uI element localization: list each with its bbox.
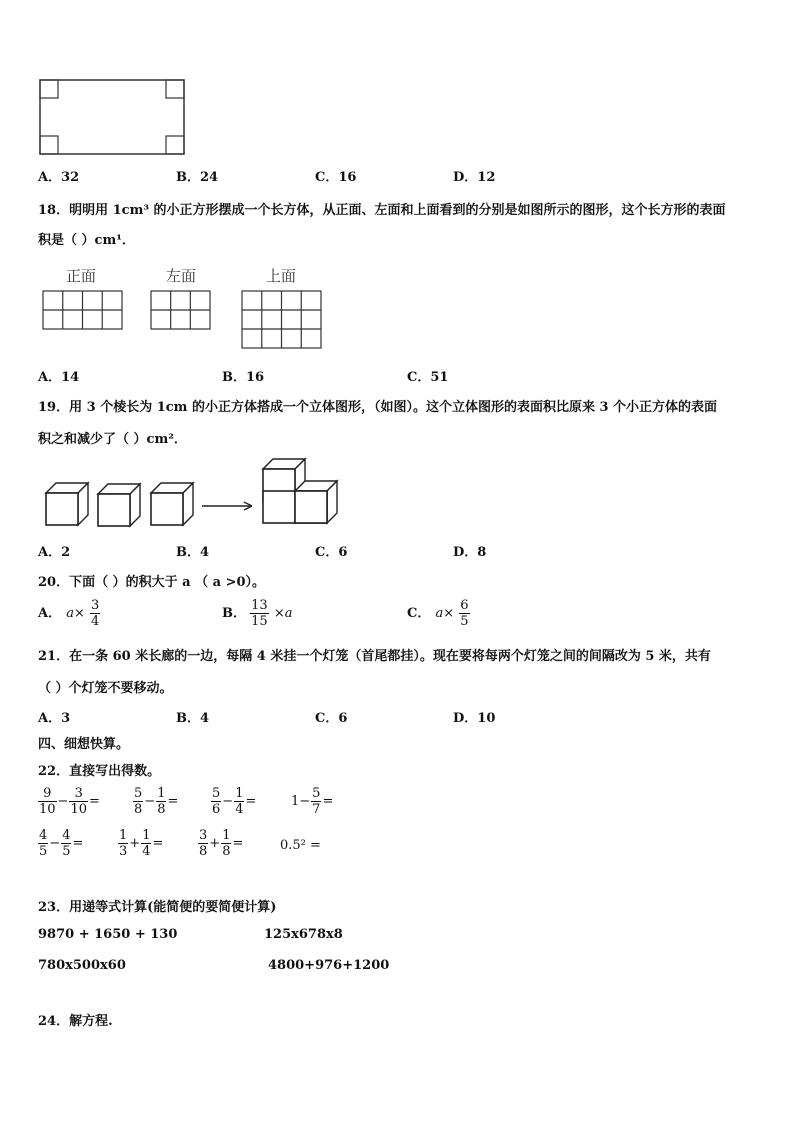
q18-left-view-label: 左面 — [166, 267, 197, 285]
q19-stem-line2: 积之和减少了（ ）cm²． — [38, 432, 187, 447]
q18-left-view-grid — [150, 290, 212, 332]
q20-option-c-fraction: $\frac{6}{5}$ — [460, 598, 469, 629]
q20-option-a: A． a× $\frac{3}{4}$ — [38, 598, 100, 629]
q19-option-d: D．8 — [453, 545, 487, 560]
q17-option-a: A．32 — [38, 170, 80, 185]
q22-item-5: $\frac{4}{5}$ − $\frac{4}{5}$ = — [39, 828, 84, 859]
section-heading: 四、细想快算。 — [38, 737, 130, 752]
q18-front-view-label: 正面 — [66, 267, 97, 285]
q23-stem: 23．用递等式计算(能简便的要简便计算) — [38, 900, 277, 915]
q18-front-view-grid — [42, 290, 124, 332]
q20-option-c: C． a× $\frac{6}{5}$ — [407, 598, 469, 629]
q20-option-a-fraction: $\frac{3}{4}$ — [91, 598, 100, 629]
q17-option-c: C．16 — [315, 170, 357, 185]
q17-rectangle-figure — [38, 78, 188, 158]
q18-option-b: B．16 — [222, 370, 265, 385]
q24-stem: 24．解方程. — [38, 1014, 113, 1029]
q19-option-c: C．6 — [315, 545, 348, 560]
q17-option-d: D．12 — [453, 170, 496, 185]
q21-option-b: B．4 — [176, 711, 210, 726]
q22-stem: 22．直接写出得数。 — [38, 764, 161, 779]
q19-stem-line1: 19．用 3 个棱长为 1cm 的小正方体搭成一个立体图形，（如图）。这个立体图形的表面积比原来 3 个小正方体的表面 — [38, 400, 718, 415]
q23-expr-1: 9870 + 1650 + 130 — [38, 927, 178, 942]
q18-option-c: C．51 — [407, 370, 449, 385]
q22-item-1: $\frac{9}{10}$ − $\frac{3}{10}$ = — [39, 786, 100, 817]
q19-option-b: B．4 — [176, 545, 210, 560]
q18-top-view-grid — [241, 290, 323, 350]
q20-stem: 20．下面（ ）的积大于 a （ a >0）。 — [38, 575, 266, 590]
q23-expr-4: 4800+976+1200 — [268, 958, 390, 973]
q18-stem-line2: 积是（ ）cm¹． — [38, 233, 135, 248]
q22-item-2: $\frac{5}{8}$ − $\frac{1}{8}$ = — [134, 786, 179, 817]
q21-option-c: C．6 — [315, 711, 348, 726]
q18-top-view-label: 上面 — [266, 267, 297, 285]
q22-item-7: $\frac{3}{8}$ + $\frac{1}{8}$ = — [199, 828, 244, 859]
q20-option-b-fraction: $\frac{13}{15}$ — [251, 598, 268, 629]
q21-option-d: D．10 — [453, 711, 496, 726]
q19-option-a: A．2 — [38, 545, 71, 560]
q22-item-8: 0.5² = — [280, 838, 321, 853]
q21-stem-line2: （ ）个灯笼不要移动。 — [38, 681, 173, 696]
q22-item-4: 1− $\frac{5}{7}$ = — [291, 786, 334, 817]
q23-expr-2: 125x678x8 — [264, 927, 343, 942]
q22-item-3: $\frac{5}{6}$ − $\frac{1}{4}$ = — [212, 786, 257, 817]
q21-option-a: A．3 — [38, 711, 71, 726]
q23-expr-3: 780x500x60 — [38, 958, 126, 973]
q18-stem-line1: 18．明明用 1cm³ 的小正方形摆成一个长方体，从正面、左面和上面看到的分别是如图所示的图形，这个长方形的表面 — [38, 203, 726, 218]
q18-option-a: A．14 — [38, 370, 80, 385]
q22-item-6: $\frac{1}{3}$ + $\frac{1}{4}$ = — [119, 828, 164, 859]
q19-cubes-figure — [40, 455, 345, 530]
q20-option-b: B． $\frac{13}{15}$ ×a — [222, 598, 293, 629]
q21-stem-line1: 21．在一条 60 米长廊的一边，每隔 4 米挂一个灯笼（首尾都挂）。现在要将每两个灯笼之间的间隔改为 5 米，共有 — [38, 649, 711, 664]
q17-option-b: B．24 — [176, 170, 219, 185]
